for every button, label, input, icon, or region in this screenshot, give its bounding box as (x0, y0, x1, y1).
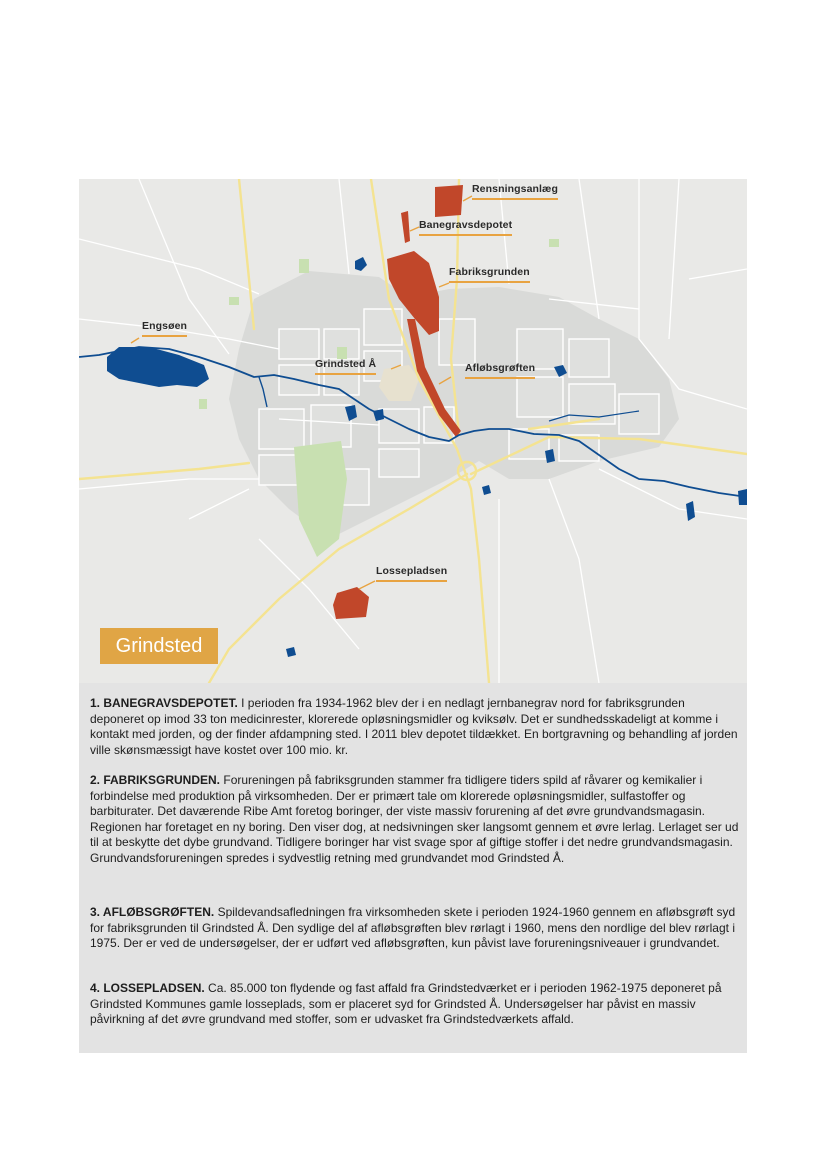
label-underline (449, 281, 530, 283)
map-graphic (79, 179, 747, 683)
label-banegravsdepotet (419, 219, 512, 231)
town-name-badge: Grindsted (100, 628, 218, 664)
description-lossepladsen (90, 981, 740, 1028)
label-grindsted-aa (315, 358, 376, 370)
description-heading: 2. FABRIKSGRUNDEN. (90, 773, 224, 787)
label-afloebsgroeften (465, 362, 535, 374)
description-banegravsdepotet (90, 696, 740, 758)
description-heading: 1. BANEGRAVSDEPOTET. (90, 696, 242, 710)
label-underline (472, 198, 558, 200)
label-engsoen (142, 320, 187, 332)
label-underline (315, 373, 376, 375)
label-afloebsgroeften-text: Afløbsgrøften (465, 362, 536, 374)
label-rensningsanlaeg (472, 183, 558, 195)
label-lossepladsen-text: Lossepladsen (376, 565, 448, 577)
description-body: Ca. 85.000 ton flydende og fast affald fra Grindstedværket er i perioden 1962-1975 deponeret på Grindsted Kommunes gamle losseplads, som er placeret syd for Grindsted Å. Undersøgelser har påvist en massiv påvirkning af det øvre grundvand med stoffer, som er udvasket fra Grindstedværkets affald. (90, 981, 722, 1026)
label-banegravsdepotet-text: Banegravsdepotet (419, 219, 513, 231)
description-afloebsgroeften (90, 905, 740, 952)
site-rensningsanlaeg (435, 185, 463, 217)
label-fabriksgrunden (449, 266, 530, 278)
label-underline (142, 335, 187, 337)
label-engsoen-text: Engsøen (142, 320, 188, 332)
description-panel (79, 683, 747, 1053)
label-fabriksgrunden-text: Fabriksgrunden (449, 266, 530, 278)
description-heading: 3. AFLØBSGRØFTEN. (90, 905, 218, 919)
map-panel (79, 179, 747, 683)
label-lossepladsen (376, 565, 447, 577)
label-underline (419, 234, 512, 236)
label-underline (465, 377, 535, 379)
description-body: I perioden fra 1934-1962 blev der i en nedlagt jernbanegrav nord for fabriksgrunden deponeret op imod 33 ton medicinrester, klorerede opløsningsmidler og kviksølv. Det er sundhedsskadeligt at komme i kontakt med jorden, og der finder afdampning sted. I 2011 blev depotet tildækket. En bortgravning og behandling af jorden ville skønsmæssigt have kostet over 100 mio. kr. (90, 696, 738, 757)
lake-8 (738, 489, 747, 505)
description-body: Forureningen på fabriksgrunden stammer fra tidligere tiders spild af råvarer og kemikalier i forbindelse med produktion på virksomheden. Der er primært tale om klorerede opløsningsmidler, sulfastoffer og barbiturater. Det daværende Ribe Amt foretog boringer, der viste massiv forurening af det øvre grundvandsmagasin. Regionen har foretaget en ny boring. Den viser dog, at nedsivningen sker langsomt gennem et øvre lerlag. Lerlaget ser ud til at beskytte det dybe grundvand. Tidligere boringer har vist svage spor af giftige stoffer i det nedre grundvandsmagasin. Grundvandsforureningen spredes i sydvestlig retning med grundvandet mod Grindsted Å. (90, 773, 739, 865)
label-grindsted-aa-text: Grindsted Å (315, 358, 377, 370)
label-rensningsanlaeg-text: Rensningsanlæg (472, 183, 558, 195)
description-body: Spildevandsafledningen fra virksomheden skete i perioden 1924-1960 gennem en afløbsgrøft syd for fabriksgrunden til Grindsted Å. Den sydlige del af afløbsgrøften blev rørlagt i 1960, mens den nordlige del blev rørlagt i 1975. Der er ved de undersøgelser, der er udført ved afløbsgrøften, kun påvist lave forureningsniveauer i grundvandet. (90, 905, 736, 950)
description-fabriksgrunden (90, 773, 740, 866)
label-underline (376, 580, 447, 582)
description-heading: 4. LOSSEPLADSEN. (90, 981, 209, 995)
